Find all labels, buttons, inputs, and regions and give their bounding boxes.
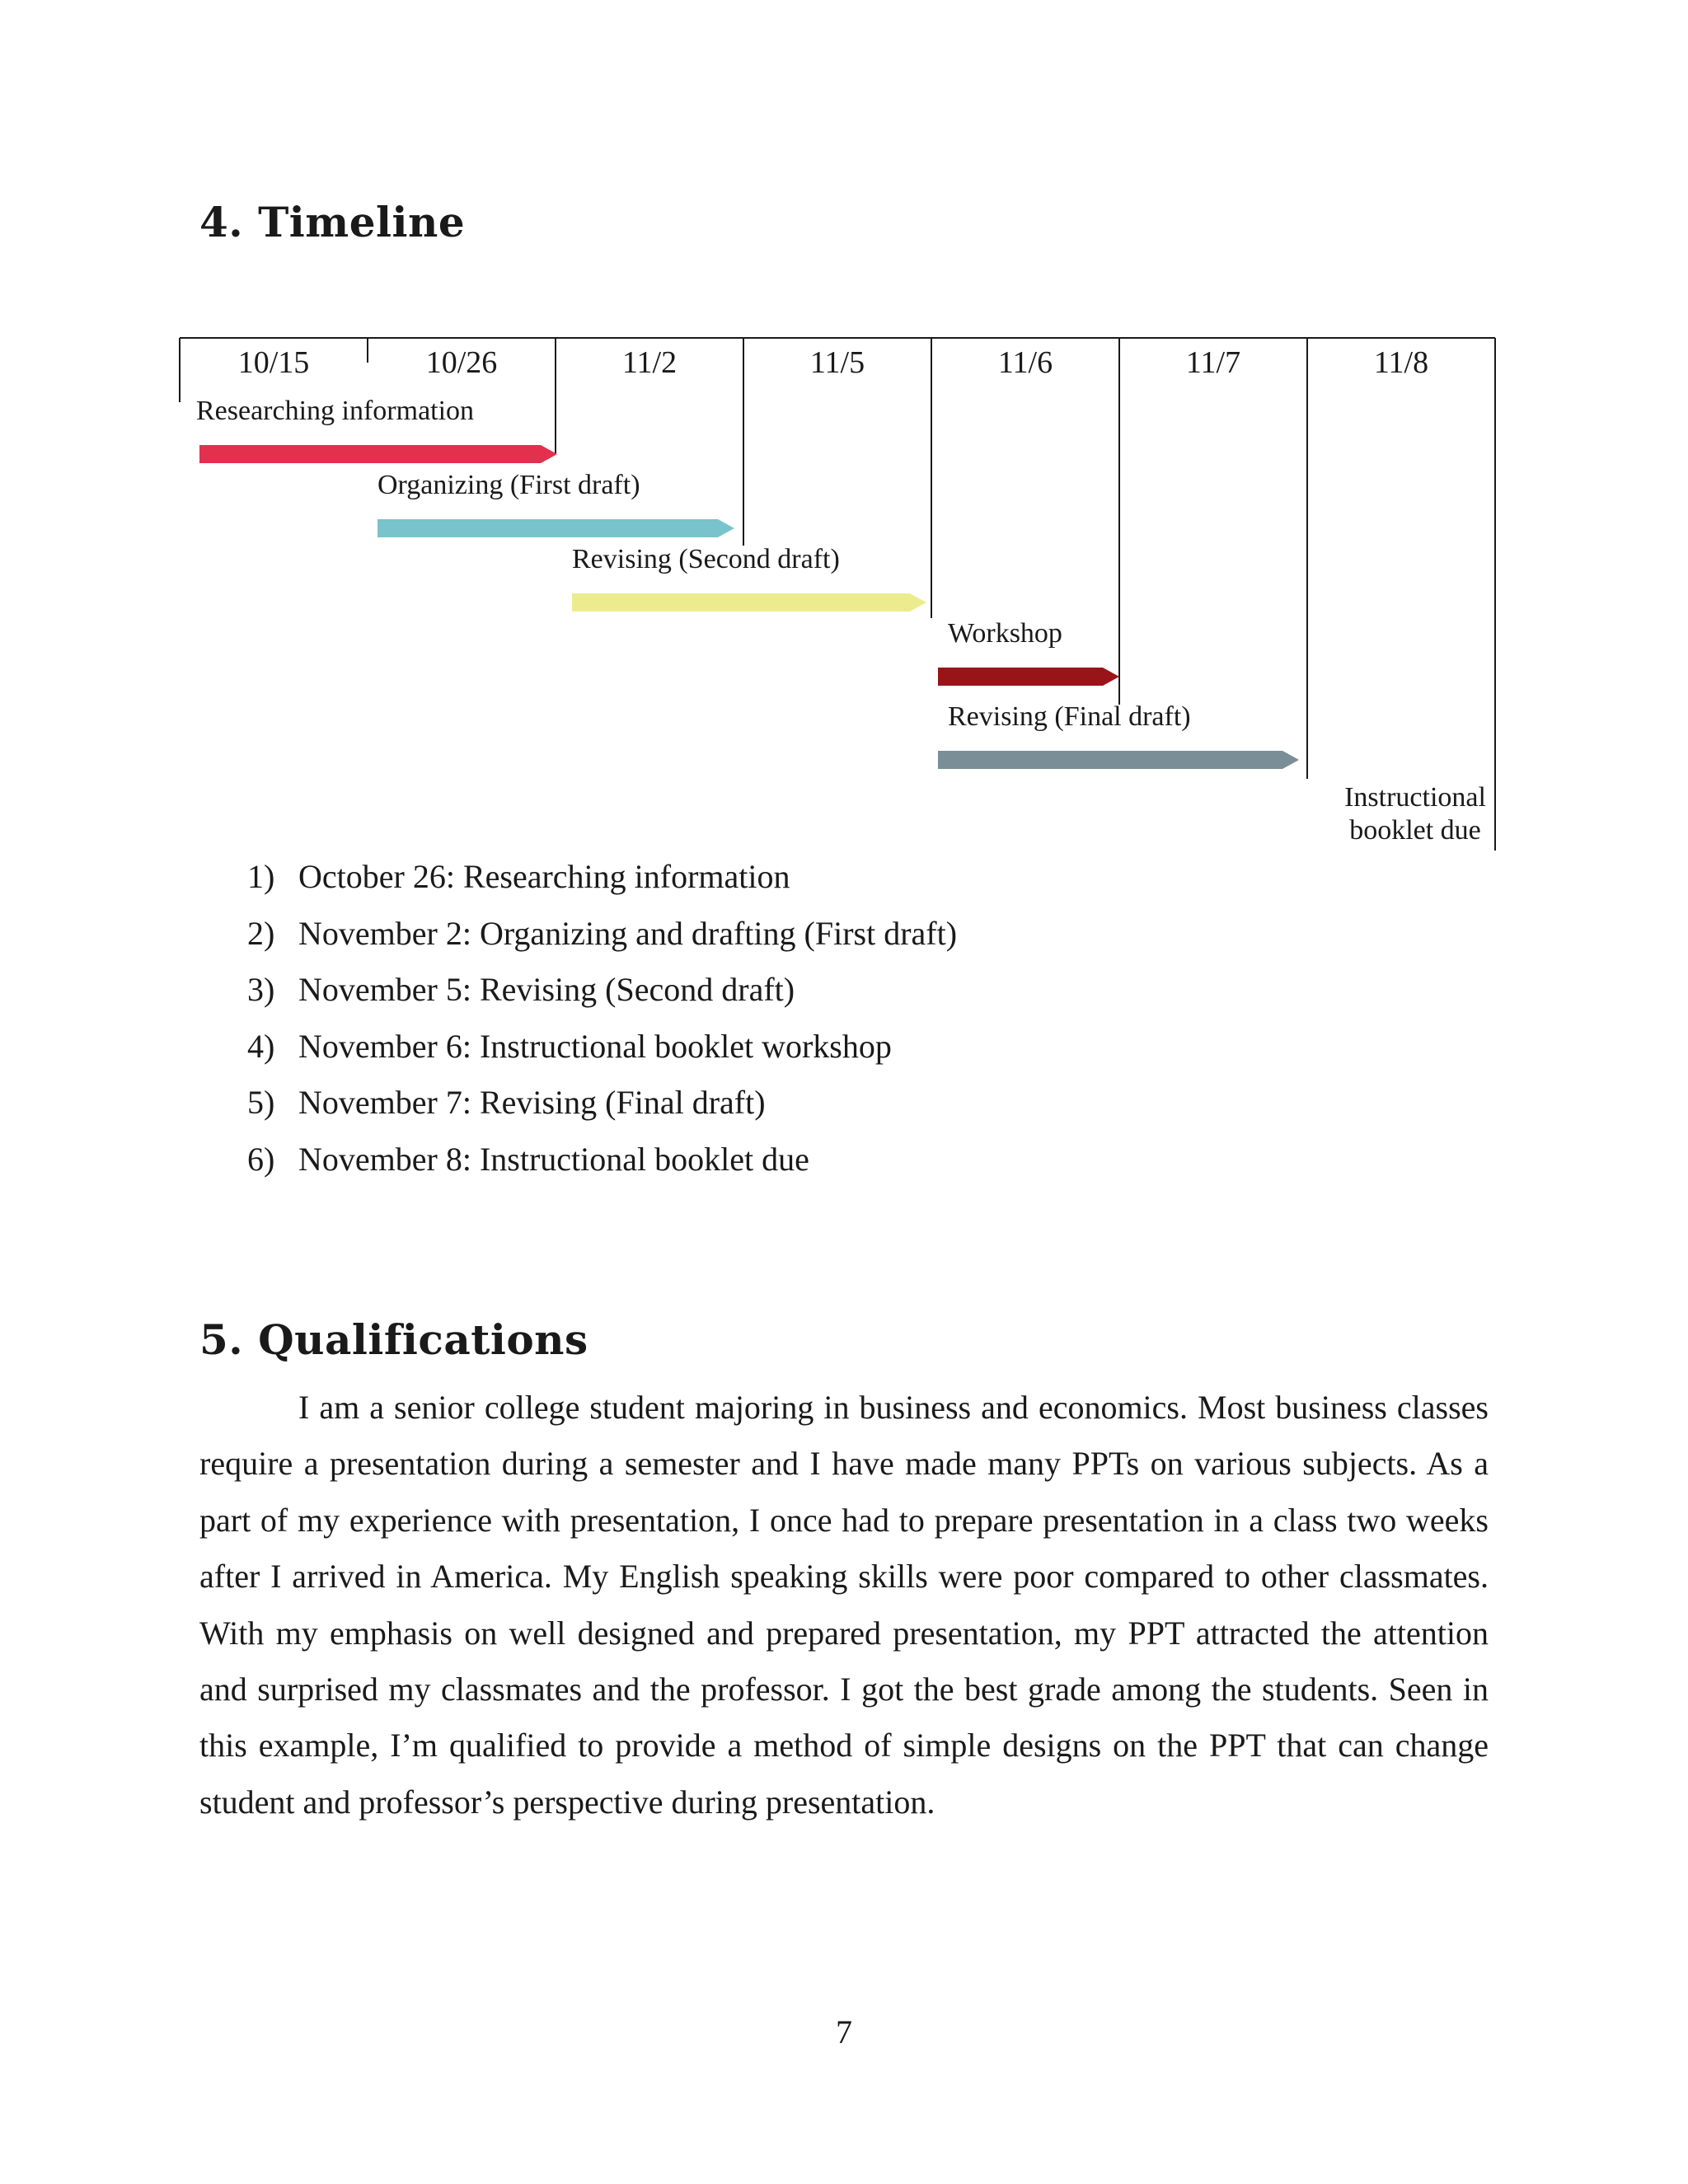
list-item-number: 1)	[247, 858, 275, 895]
section-heading-timeline: 4. Timeline	[199, 198, 466, 246]
timeline-task-bar	[572, 593, 926, 612]
timeline-task-bar	[377, 519, 734, 537]
list-item-number: 5)	[247, 1084, 275, 1121]
list-item-text: November 7: Revising (Final draft)	[298, 1084, 766, 1121]
list-item	[247, 911, 957, 968]
timeline-task-label: Revising (Second draft)	[572, 544, 840, 574]
timeline-date-label: 11/7	[1185, 345, 1241, 380]
timeline-task-label: Revising (Final draft)	[948, 701, 1191, 732]
list-item-text: November 5: Revising (Second draft)	[298, 971, 795, 1008]
list-item-text: November 8: Instructional booklet due	[298, 1140, 809, 1178]
list-item-text: October 26: Researching information	[298, 858, 790, 895]
timeline-task-label: Researching information	[196, 396, 475, 426]
timeline-task-label: Organizing (First draft)	[377, 470, 640, 500]
timeline-date-label: 11/2	[621, 345, 678, 380]
list-item	[247, 1080, 957, 1137]
list-item-text: November 6: Instructional booklet workshop	[298, 1027, 892, 1065]
list-item-number: 3)	[247, 971, 275, 1008]
timeline-date-label: 11/6	[997, 345, 1053, 380]
timeline-task-bar	[199, 445, 557, 463]
timeline-task-bar	[938, 668, 1119, 686]
timeline-task-label: Workshop	[948, 618, 1062, 649]
timeline-task-bar	[938, 751, 1299, 769]
milestone-line-1: Instructional	[1344, 782, 1486, 813]
timeline-chart	[180, 338, 1508, 865]
page-number: 7	[836, 2013, 852, 2050]
list-item-number: 4)	[247, 1027, 275, 1065]
timeline-milestone-label	[1321, 781, 1509, 847]
qualifications-paragraph: I am a senior college student majoring in business and economics. Most business classes require a presentation during a semester and I have made many PPTs on various subjects. As a part of my experience with presentation, I once had to prepare presentation in a class two weeks after I arrived in America. My English speaking skills were poor compared to other classmates. With my emphasis on well designed and prepared presentation, my PPT attracted the attention and surprised my classmates and the professor. I got the best grade among the students. Seen in this example, I’m qualified to provide a method of simple designs on the PPT that can change student and professor’s perspective during presentation.	[199, 1389, 1489, 1821]
list-item	[247, 1024, 957, 1080]
list-item-text: November 2: Organizing and drafting (First draft)	[298, 914, 958, 952]
timeline-date-label: 10/26	[425, 345, 498, 380]
milestone-list	[247, 854, 957, 1193]
list-item-number: 6)	[247, 1140, 275, 1178]
milestone-line-2: booklet due	[1349, 815, 1481, 846]
timeline-date-label: 11/5	[809, 345, 865, 380]
list-item-number: 2)	[247, 914, 275, 952]
list-item	[247, 1137, 957, 1193]
timeline-date-label: 10/15	[237, 345, 310, 380]
section-heading-qualifications: 5. Qualifications	[199, 1315, 588, 1364]
timeline-date-label: 11/8	[1373, 345, 1429, 380]
list-item	[247, 854, 957, 911]
list-item	[247, 967, 957, 1024]
